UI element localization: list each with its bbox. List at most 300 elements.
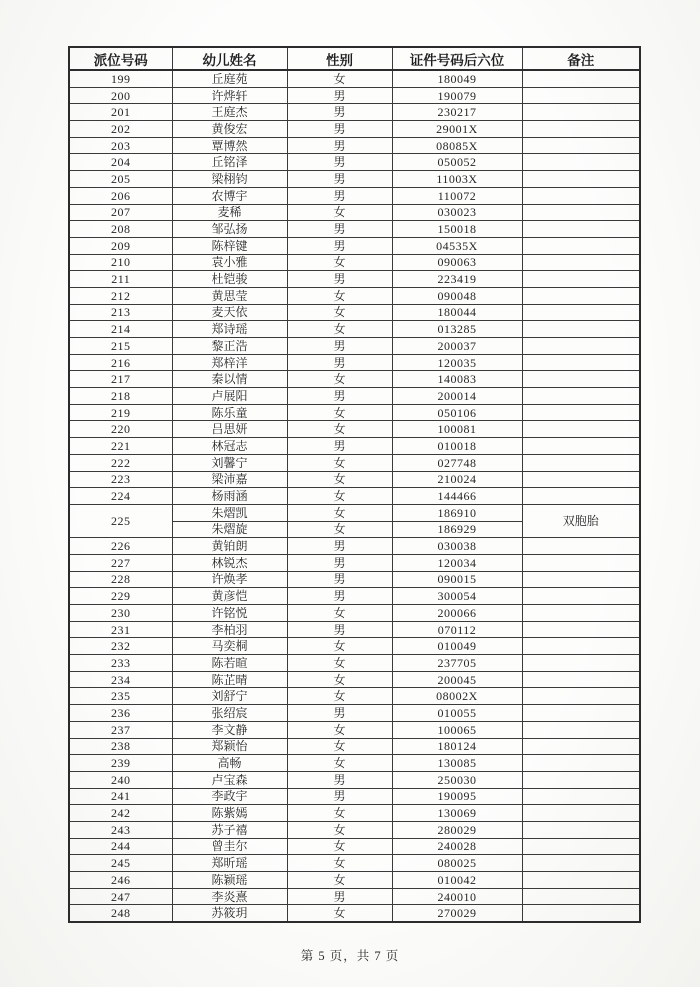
cell-allocation-number: 231 bbox=[69, 621, 172, 638]
cell-remark bbox=[522, 755, 640, 772]
table-row bbox=[69, 321, 640, 338]
table-row bbox=[69, 554, 640, 571]
cell-id-last-six: 090048 bbox=[392, 287, 522, 304]
cell-gender: 女 bbox=[287, 321, 392, 338]
table-row bbox=[69, 154, 640, 171]
cell-gender: 女 bbox=[287, 738, 392, 755]
cell-allocation-number: 214 bbox=[69, 321, 172, 338]
column-header-child-name: 幼儿姓名 bbox=[172, 47, 287, 70]
cell-gender: 女 bbox=[287, 204, 392, 221]
cell-allocation-number: 201 bbox=[69, 104, 172, 121]
cell-remark bbox=[522, 204, 640, 221]
cell-gender: 女 bbox=[287, 755, 392, 772]
cell-remark bbox=[522, 821, 640, 838]
cell-remark bbox=[522, 104, 640, 121]
table-row bbox=[69, 304, 640, 321]
cell-allocation-number: 237 bbox=[69, 721, 172, 738]
cell-gender: 女 bbox=[287, 805, 392, 822]
cell-gender: 女 bbox=[287, 404, 392, 421]
cell-allocation-number: 217 bbox=[69, 371, 172, 388]
table-row bbox=[69, 621, 640, 638]
table-row bbox=[69, 821, 640, 838]
cell-gender: 女 bbox=[287, 872, 392, 889]
cell-allocation-number: 224 bbox=[69, 488, 172, 505]
cell-child-name: 许烨轩 bbox=[172, 87, 287, 104]
table-row bbox=[69, 237, 640, 254]
cell-child-name: 梁栩钧 bbox=[172, 171, 287, 188]
cell-child-name: 吕思妍 bbox=[172, 421, 287, 438]
cell-gender: 男 bbox=[287, 771, 392, 788]
cell-child-name: 苏子禧 bbox=[172, 821, 287, 838]
column-header-remark: 备注 bbox=[522, 47, 640, 70]
cell-child-name: 黎正浩 bbox=[172, 338, 287, 355]
table-body bbox=[69, 70, 640, 922]
table-row bbox=[69, 354, 640, 371]
cell-id-last-six: 090063 bbox=[392, 254, 522, 271]
cell-allocation-number: 222 bbox=[69, 454, 172, 471]
cell-id-last-six: 100081 bbox=[392, 421, 522, 438]
cell-id-last-six: 190095 bbox=[392, 788, 522, 805]
cell-allocation-number: 218 bbox=[69, 388, 172, 405]
cell-gender: 男 bbox=[287, 104, 392, 121]
cell-child-name: 农博宇 bbox=[172, 187, 287, 204]
table-row bbox=[69, 588, 640, 605]
cell-id-last-six: 29001X bbox=[392, 121, 522, 138]
cell-id-last-six: 010042 bbox=[392, 872, 522, 889]
table-row bbox=[69, 338, 640, 355]
cell-allocation-number: 234 bbox=[69, 671, 172, 688]
cell-child-name: 陈芷晴 bbox=[172, 671, 287, 688]
cell-gender: 男 bbox=[287, 221, 392, 238]
cell-remark bbox=[522, 354, 640, 371]
cell-id-last-six: 240010 bbox=[392, 888, 522, 905]
cell-gender: 男 bbox=[287, 538, 392, 555]
cell-remark bbox=[522, 605, 640, 622]
table-row bbox=[69, 187, 640, 204]
cell-child-name: 张绍宸 bbox=[172, 705, 287, 722]
cell-id-last-six: 100065 bbox=[392, 721, 522, 738]
cell-gender: 男 bbox=[287, 271, 392, 288]
cell-remark bbox=[522, 87, 640, 104]
table-row bbox=[69, 488, 640, 505]
cell-child-name: 梁沛嘉 bbox=[172, 471, 287, 488]
cell-allocation-number: 206 bbox=[69, 187, 172, 204]
table-header-row bbox=[69, 47, 640, 70]
cell-allocation-number: 219 bbox=[69, 404, 172, 421]
table-row bbox=[69, 504, 640, 521]
cell-id-last-six: 120035 bbox=[392, 354, 522, 371]
cell-remark bbox=[522, 454, 640, 471]
cell-allocation-number: 216 bbox=[69, 354, 172, 371]
table-row bbox=[69, 788, 640, 805]
cell-gender: 女 bbox=[287, 655, 392, 672]
cell-id-last-six: 140083 bbox=[392, 371, 522, 388]
cell-allocation-number: 235 bbox=[69, 688, 172, 705]
table-row bbox=[69, 287, 640, 304]
cell-gender: 男 bbox=[287, 121, 392, 138]
cell-allocation-number: 205 bbox=[69, 171, 172, 188]
cell-gender: 女 bbox=[287, 821, 392, 838]
table-row bbox=[69, 705, 640, 722]
cell-gender: 女 bbox=[287, 70, 392, 87]
cell-allocation-number: 226 bbox=[69, 538, 172, 555]
cell-gender: 女 bbox=[287, 371, 392, 388]
cell-gender: 女 bbox=[287, 304, 392, 321]
cell-id-last-six: 130069 bbox=[392, 805, 522, 822]
cell-child-name: 卢展阳 bbox=[172, 388, 287, 405]
cell-gender: 男 bbox=[287, 237, 392, 254]
cell-gender: 女 bbox=[287, 671, 392, 688]
table-row bbox=[69, 104, 640, 121]
cell-child-name: 郑梓洋 bbox=[172, 354, 287, 371]
cell-id-last-six: 090015 bbox=[392, 571, 522, 588]
cell-remark bbox=[522, 638, 640, 655]
cell-gender: 女 bbox=[287, 488, 392, 505]
cell-child-name: 刘舒宁 bbox=[172, 688, 287, 705]
cell-gender: 女 bbox=[287, 838, 392, 855]
cell-id-last-six: 050106 bbox=[392, 404, 522, 421]
cell-id-last-six: 180049 bbox=[392, 70, 522, 87]
cell-allocation-number: 211 bbox=[69, 271, 172, 288]
cell-remark bbox=[522, 621, 640, 638]
cell-allocation-number: 248 bbox=[69, 905, 172, 922]
cell-allocation-number: 213 bbox=[69, 304, 172, 321]
cell-allocation-number: 204 bbox=[69, 154, 172, 171]
cell-remark bbox=[522, 805, 640, 822]
table-row bbox=[69, 771, 640, 788]
table-row bbox=[69, 471, 640, 488]
cell-allocation-number: 233 bbox=[69, 655, 172, 672]
column-header-allocation-number: 派位号码 bbox=[69, 47, 172, 70]
cell-allocation-number: 209 bbox=[69, 237, 172, 254]
cell-allocation-number: 236 bbox=[69, 705, 172, 722]
cell-id-last-six: 237705 bbox=[392, 655, 522, 672]
cell-id-last-six: 280029 bbox=[392, 821, 522, 838]
cell-child-name: 丘铭泽 bbox=[172, 154, 287, 171]
table-row bbox=[69, 838, 640, 855]
cell-child-name: 林锐杰 bbox=[172, 554, 287, 571]
table-row bbox=[69, 638, 640, 655]
cell-id-last-six: 144466 bbox=[392, 488, 522, 505]
table-row bbox=[69, 70, 640, 87]
table-row bbox=[69, 671, 640, 688]
cell-id-last-six: 150018 bbox=[392, 221, 522, 238]
cell-remark bbox=[522, 838, 640, 855]
cell-id-last-six: 200014 bbox=[392, 388, 522, 405]
cell-remark bbox=[522, 655, 640, 672]
cell-id-last-six: 010049 bbox=[392, 638, 522, 655]
cell-remark bbox=[522, 771, 640, 788]
cell-gender: 女 bbox=[287, 721, 392, 738]
cell-remark bbox=[522, 304, 640, 321]
cell-child-name: 黄俊宏 bbox=[172, 121, 287, 138]
cell-allocation-number: 229 bbox=[69, 588, 172, 605]
cell-id-last-six: 270029 bbox=[392, 905, 522, 922]
table-row bbox=[69, 571, 640, 588]
cell-id-last-six: 08002X bbox=[392, 688, 522, 705]
cell-child-name: 麦天依 bbox=[172, 304, 287, 321]
cell-gender: 女 bbox=[287, 421, 392, 438]
cell-remark bbox=[522, 738, 640, 755]
cell-id-last-six: 013285 bbox=[392, 321, 522, 338]
cell-remark bbox=[522, 171, 640, 188]
cell-child-name: 邹弘扬 bbox=[172, 221, 287, 238]
table-row bbox=[69, 171, 640, 188]
cell-gender: 男 bbox=[287, 137, 392, 154]
cell-id-last-six: 120034 bbox=[392, 554, 522, 571]
cell-child-name: 丘庭苑 bbox=[172, 70, 287, 87]
page-footer: 第 5 页，共 7 页 bbox=[300, 949, 400, 963]
cell-id-last-six: 200066 bbox=[392, 605, 522, 622]
table-row bbox=[69, 855, 640, 872]
cell-remark bbox=[522, 488, 640, 505]
column-header-gender: 性别 bbox=[287, 47, 392, 70]
cell-remark bbox=[522, 538, 640, 555]
cell-remark bbox=[522, 888, 640, 905]
cell-child-name: 李文静 bbox=[172, 721, 287, 738]
cell-allocation-number: 220 bbox=[69, 421, 172, 438]
cell-id-last-six: 190079 bbox=[392, 87, 522, 104]
cell-gender: 男 bbox=[287, 354, 392, 371]
cell-gender: 男 bbox=[287, 788, 392, 805]
table-row bbox=[69, 888, 640, 905]
cell-allocation-number: 228 bbox=[69, 571, 172, 588]
cell-remark bbox=[522, 371, 640, 388]
table-row bbox=[69, 271, 640, 288]
cell-gender: 女 bbox=[287, 605, 392, 622]
cell-id-last-six: 030023 bbox=[392, 204, 522, 221]
cell-remark bbox=[522, 321, 640, 338]
cell-remark bbox=[522, 237, 640, 254]
cell-gender: 男 bbox=[287, 187, 392, 204]
table-row bbox=[69, 254, 640, 271]
cell-child-name: 郑昕瑶 bbox=[172, 855, 287, 872]
cell-remark: 双胞胎 bbox=[522, 504, 640, 537]
cell-allocation-number: 232 bbox=[69, 638, 172, 655]
cell-gender: 男 bbox=[287, 621, 392, 638]
cell-id-last-six: 050052 bbox=[392, 154, 522, 171]
cell-child-name: 黄铂朗 bbox=[172, 538, 287, 555]
cell-remark bbox=[522, 705, 640, 722]
cell-remark bbox=[522, 721, 640, 738]
cell-id-last-six: 186929 bbox=[392, 521, 522, 538]
table-row bbox=[69, 221, 640, 238]
cell-allocation-number: 203 bbox=[69, 137, 172, 154]
cell-remark bbox=[522, 421, 640, 438]
cell-remark bbox=[522, 571, 640, 588]
cell-child-name: 覃博然 bbox=[172, 137, 287, 154]
cell-gender: 女 bbox=[287, 638, 392, 655]
cell-id-last-six: 070112 bbox=[392, 621, 522, 638]
cell-remark bbox=[522, 137, 640, 154]
cell-gender: 男 bbox=[287, 705, 392, 722]
cell-allocation-number: 200 bbox=[69, 87, 172, 104]
cell-child-name: 刘馨宁 bbox=[172, 454, 287, 471]
cell-allocation-number: 247 bbox=[69, 888, 172, 905]
cell-gender: 女 bbox=[287, 521, 392, 538]
column-header-id-last-six: 证件号码后六位 bbox=[392, 47, 522, 70]
cell-child-name: 黄思莹 bbox=[172, 287, 287, 304]
cell-allocation-number: 246 bbox=[69, 872, 172, 889]
cell-gender: 女 bbox=[287, 287, 392, 304]
cell-child-name: 陈紫嫣 bbox=[172, 805, 287, 822]
cell-remark bbox=[522, 287, 640, 304]
cell-id-last-six: 180044 bbox=[392, 304, 522, 321]
cell-remark bbox=[522, 338, 640, 355]
cell-id-last-six: 04535X bbox=[392, 237, 522, 254]
table-row bbox=[69, 655, 640, 672]
cell-gender: 男 bbox=[287, 171, 392, 188]
cell-id-last-six: 230217 bbox=[392, 104, 522, 121]
cell-allocation-number: 245 bbox=[69, 855, 172, 872]
cell-remark bbox=[522, 688, 640, 705]
cell-id-last-six: 08085X bbox=[392, 137, 522, 154]
cell-gender: 男 bbox=[287, 87, 392, 104]
cell-gender: 女 bbox=[287, 471, 392, 488]
cell-allocation-number: 221 bbox=[69, 438, 172, 455]
cell-gender: 男 bbox=[287, 154, 392, 171]
cell-id-last-six: 080025 bbox=[392, 855, 522, 872]
cell-child-name: 马奕桐 bbox=[172, 638, 287, 655]
table-row bbox=[69, 87, 640, 104]
cell-child-name: 高畅 bbox=[172, 755, 287, 772]
cell-id-last-six: 027748 bbox=[392, 454, 522, 471]
cell-id-last-six: 250030 bbox=[392, 771, 522, 788]
cell-allocation-number: 241 bbox=[69, 788, 172, 805]
cell-allocation-number: 243 bbox=[69, 821, 172, 838]
cell-id-last-six: 240028 bbox=[392, 838, 522, 855]
cell-gender: 男 bbox=[287, 571, 392, 588]
cell-child-name: 杨雨涵 bbox=[172, 488, 287, 505]
cell-child-name: 许焕孝 bbox=[172, 571, 287, 588]
table-row bbox=[69, 137, 640, 154]
cell-allocation-number: 223 bbox=[69, 471, 172, 488]
cell-id-last-six: 130085 bbox=[392, 755, 522, 772]
cell-remark bbox=[522, 554, 640, 571]
cell-remark bbox=[522, 471, 640, 488]
cell-gender: 女 bbox=[287, 905, 392, 922]
cell-child-name: 卢宝森 bbox=[172, 771, 287, 788]
cell-gender: 男 bbox=[287, 888, 392, 905]
cell-remark bbox=[522, 404, 640, 421]
cell-allocation-number: 225 bbox=[69, 504, 172, 537]
table-row bbox=[69, 755, 640, 772]
table-row bbox=[69, 438, 640, 455]
cell-id-last-six: 223419 bbox=[392, 271, 522, 288]
table-row bbox=[69, 121, 640, 138]
table-row bbox=[69, 905, 640, 922]
cell-id-last-six: 010055 bbox=[392, 705, 522, 722]
cell-remark bbox=[522, 121, 640, 138]
cell-allocation-number: 242 bbox=[69, 805, 172, 822]
cell-id-last-six: 186910 bbox=[392, 504, 522, 521]
cell-id-last-six: 210024 bbox=[392, 471, 522, 488]
cell-child-name: 许铭悦 bbox=[172, 605, 287, 622]
cell-allocation-number: 238 bbox=[69, 738, 172, 755]
cell-gender: 男 bbox=[287, 338, 392, 355]
cell-remark bbox=[522, 671, 640, 688]
cell-remark bbox=[522, 271, 640, 288]
cell-remark bbox=[522, 187, 640, 204]
table-row bbox=[69, 872, 640, 889]
cell-child-name: 林冠志 bbox=[172, 438, 287, 455]
cell-child-name: 王庭杰 bbox=[172, 104, 287, 121]
cell-remark bbox=[522, 905, 640, 922]
cell-id-last-six: 300054 bbox=[392, 588, 522, 605]
cell-remark bbox=[522, 388, 640, 405]
cell-allocation-number: 215 bbox=[69, 338, 172, 355]
table-row bbox=[69, 738, 640, 755]
cell-allocation-number: 207 bbox=[69, 204, 172, 221]
cell-remark bbox=[522, 221, 640, 238]
cell-id-last-six: 11003X bbox=[392, 171, 522, 188]
cell-child-name: 杜铠骏 bbox=[172, 271, 287, 288]
cell-id-last-six: 110072 bbox=[392, 187, 522, 204]
cell-allocation-number: 212 bbox=[69, 287, 172, 304]
cell-child-name: 曾圭尔 bbox=[172, 838, 287, 855]
cell-remark bbox=[522, 254, 640, 271]
cell-child-name: 陈若暄 bbox=[172, 655, 287, 672]
cell-gender: 男 bbox=[287, 554, 392, 571]
cell-child-name: 麦稀 bbox=[172, 204, 287, 221]
cell-gender: 女 bbox=[287, 855, 392, 872]
cell-allocation-number: 244 bbox=[69, 838, 172, 855]
table-row bbox=[69, 721, 640, 738]
cell-remark bbox=[522, 855, 640, 872]
cell-child-name: 陈乐童 bbox=[172, 404, 287, 421]
cell-remark bbox=[522, 588, 640, 605]
cell-gender: 男 bbox=[287, 438, 392, 455]
cell-allocation-number: 239 bbox=[69, 755, 172, 772]
cell-child-name: 朱熠凯 bbox=[172, 504, 287, 521]
cell-gender: 男 bbox=[287, 588, 392, 605]
cell-child-name: 陈梓键 bbox=[172, 237, 287, 254]
cell-allocation-number: 202 bbox=[69, 121, 172, 138]
cell-child-name: 李炎熹 bbox=[172, 888, 287, 905]
cell-allocation-number: 240 bbox=[69, 771, 172, 788]
cell-child-name: 苏筱玥 bbox=[172, 905, 287, 922]
table-row bbox=[69, 404, 640, 421]
cell-child-name: 陈颖瑶 bbox=[172, 872, 287, 889]
cell-remark bbox=[522, 438, 640, 455]
cell-gender: 女 bbox=[287, 504, 392, 521]
cell-remark bbox=[522, 872, 640, 889]
table-row bbox=[69, 371, 640, 388]
cell-remark bbox=[522, 154, 640, 171]
cell-id-last-six: 200045 bbox=[392, 671, 522, 688]
cell-id-last-six: 030038 bbox=[392, 538, 522, 555]
cell-child-name: 李柏羽 bbox=[172, 621, 287, 638]
cell-allocation-number: 227 bbox=[69, 554, 172, 571]
table-row bbox=[69, 388, 640, 405]
cell-gender: 女 bbox=[287, 254, 392, 271]
cell-allocation-number: 210 bbox=[69, 254, 172, 271]
cell-allocation-number: 199 bbox=[69, 70, 172, 87]
allocation-roster-table bbox=[68, 46, 641, 923]
cell-child-name: 郑诗瑶 bbox=[172, 321, 287, 338]
table-row bbox=[69, 805, 640, 822]
cell-child-name: 郑颖怡 bbox=[172, 738, 287, 755]
cell-gender: 男 bbox=[287, 388, 392, 405]
cell-allocation-number: 230 bbox=[69, 605, 172, 622]
table-row bbox=[69, 688, 640, 705]
cell-id-last-six: 200037 bbox=[392, 338, 522, 355]
table-row bbox=[69, 204, 640, 221]
cell-allocation-number: 208 bbox=[69, 221, 172, 238]
table-row bbox=[69, 605, 640, 622]
cell-child-name: 秦以情 bbox=[172, 371, 287, 388]
cell-child-name: 黄彦恺 bbox=[172, 588, 287, 605]
